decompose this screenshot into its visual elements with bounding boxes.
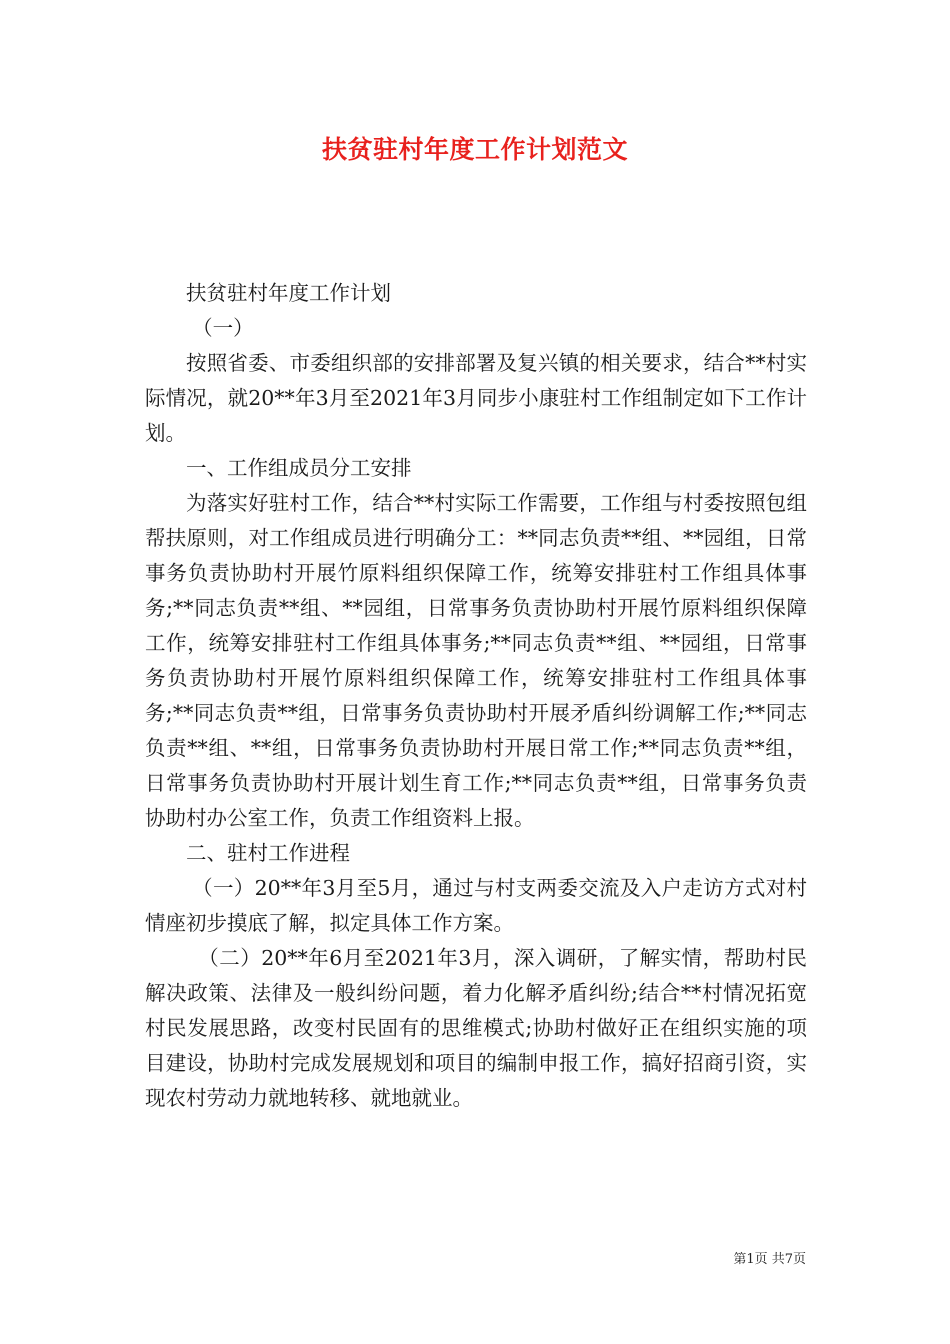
document-title: 扶贫驻村年度工作计划范文 xyxy=(321,135,628,164)
progress-item-1: （一）20**年3月至5月，通过与村支两委交流及入户走访方式对村情座初步摸底了解，拟定具体工作方案。 xyxy=(145,876,807,935)
section-heading-2: 二、驻村工作进程 xyxy=(186,841,350,865)
section-marker: （一） xyxy=(192,316,254,340)
page-number: 第1页 共7页 xyxy=(733,1252,806,1267)
doc-subtitle: 扶贫驻村年度工作计划 xyxy=(186,281,391,305)
intro-paragraph: 按照省委、市委组织部的安排部署及复兴镇的相关要求，结合**村实际情况，就20**年3月至2021年3月同步小康驻村工作组制定如下工作计划。 xyxy=(145,351,807,445)
section-heading-1: 一、工作组成员分工安排 xyxy=(186,456,412,480)
division-paragraph: 为落实好驻村工作，结合**村实际工作需要，工作组与村委按照包组帮扶原则，对工作组成员进行明确分工：**同志负责**组、**园组，日常事务负责协助村开展竹原料组织保障工作，统筹安排驻村工作组具体事务;**同志负责**组、**园组，日常事务负责协助村开展竹原料组织保障工作，统筹安排驻村工作组具体事务;**同志负责**组、**园组，日常事务负责协助村开展竹原料组织保障工作，统筹安排驻村工作组具体事务;**同志负责**组，日常事务负责协助村开展矛盾纠纷调解工作;**同志负责**组、**组，日常事务负责协助村开展日常工作;**同志负责**组，日常事务负责协助村开展计划生育工作;**同志负责**组，日常事务负责协助村办公室工作，负责工作组资料上报。 xyxy=(145,491,807,830)
progress-item-2: （二）20**年6月至2021年3月，深入调研，了解实情，帮助村民解决政策、法律及一般纠纷问题，着力化解矛盾纠纷;结合**村情况拓宽村民发展思路，改变村民固有的思维模式;协助村做好正在组织实施的项目建设，协助村完成发展规划和项目的编制申报工作，搞好招商引资，实现农村劳动力就地转移、就地就业。 xyxy=(145,946,807,1110)
document-body xyxy=(145,276,807,1116)
